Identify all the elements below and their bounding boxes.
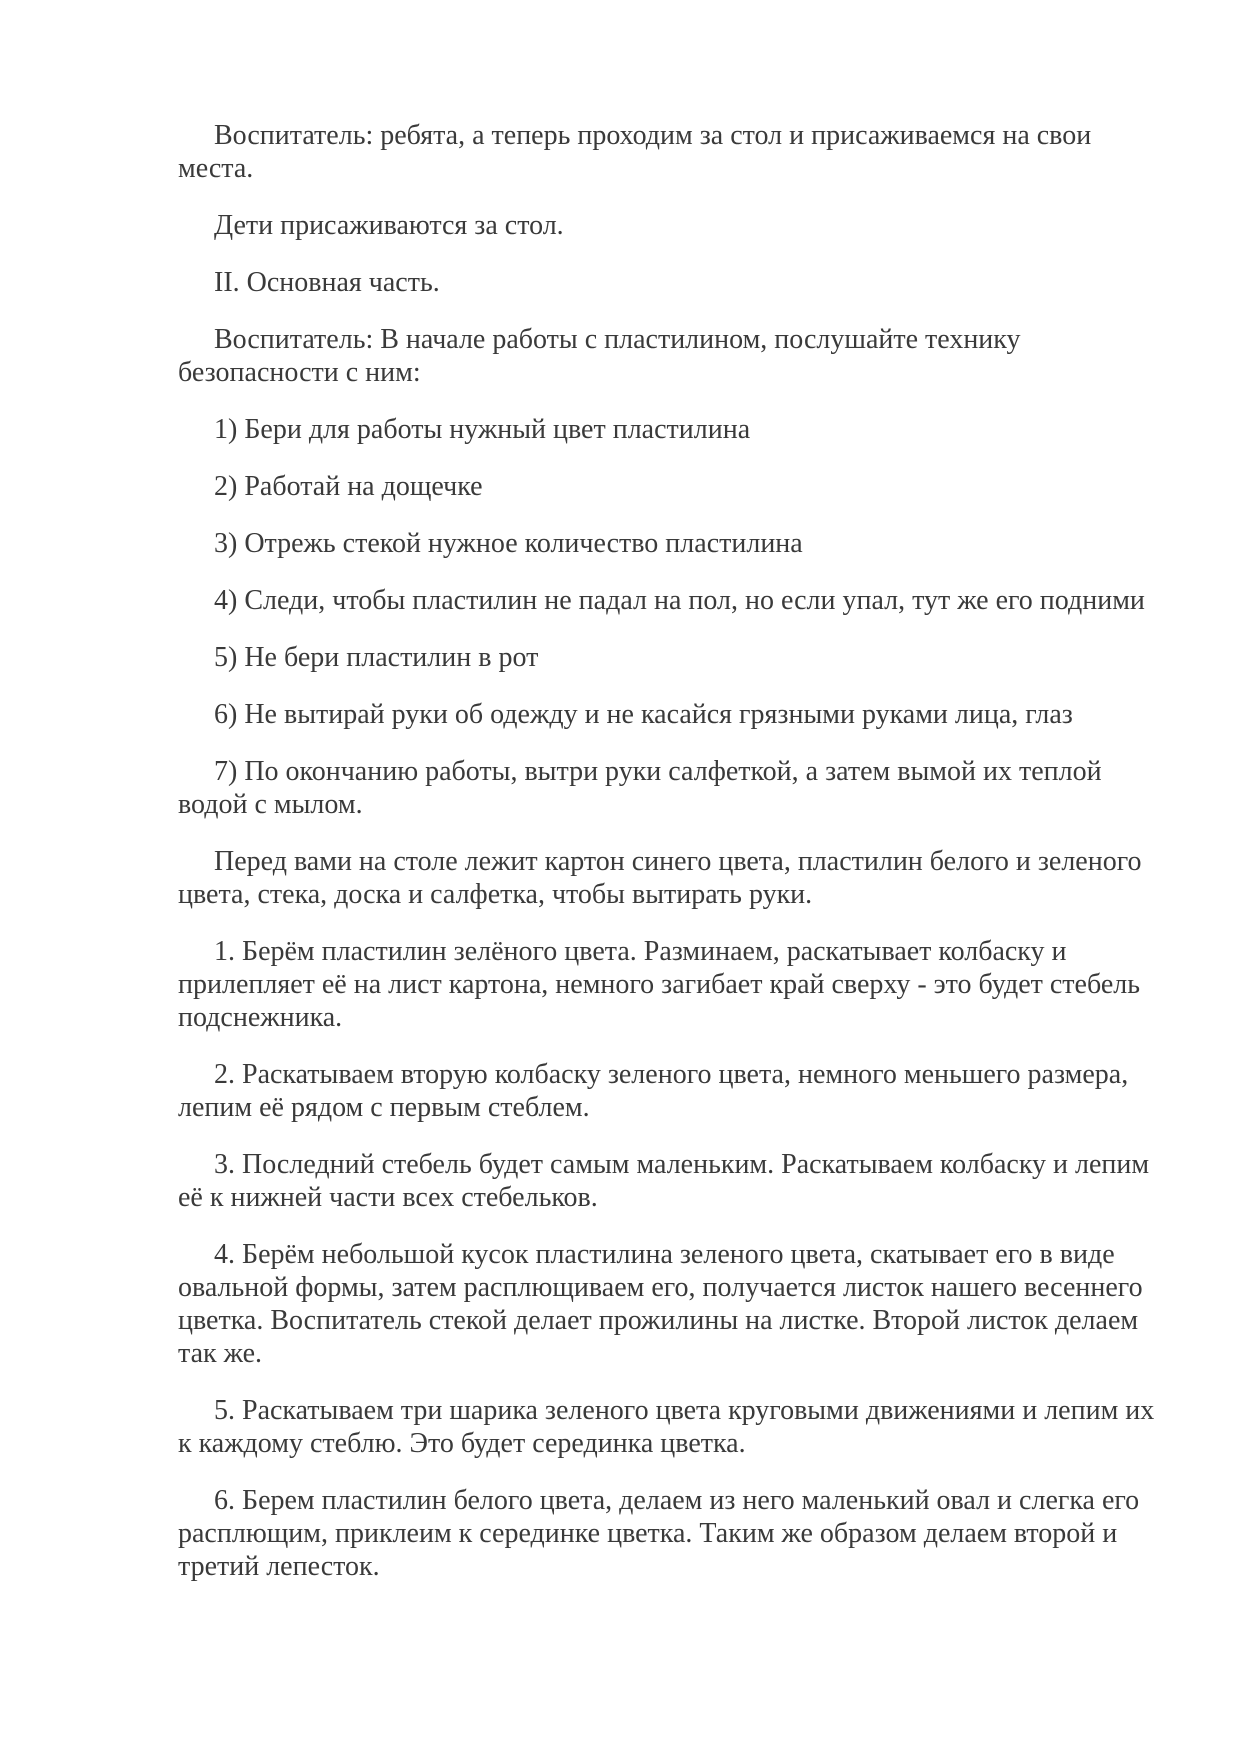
safety-rule-2: 2) Работай на дощечке <box>214 471 483 502</box>
paragraph-teacher-invite: Воспитатель: ребята, а теперь проходим за стол и присаживаемся на свои места. <box>178 120 1092 184</box>
document-body <box>178 119 1158 1607</box>
step-1: 1. Берём пластилин зелёного цвета. Разминаем, раскатывает колбаску и прилепляет её на лист картона, немного загибает край сверху - это будет стебель подснежника. <box>178 936 1141 1033</box>
paragraph-safety-intro: Воспитатель: В начале работы с пластилином, послушайте технику безопасности с ним: <box>178 324 1021 388</box>
safety-rule-7: 7) По окончанию работы, вытри руки салфеткой, а затем вымой их теплой водой с мылом. <box>178 756 1102 820</box>
step-2: 2. Раскатываем вторую колбаску зеленого цвета, немного меньшего размера, лепим её рядом с первым стеблем. <box>178 1059 1129 1123</box>
step-5: 5. Раскатываем три шарика зеленого цвета круговыми движениями и лепим их к каждому стеблю. Это будет серединка цветка. <box>178 1395 1155 1459</box>
section-heading-main-part: II. Основная часть. <box>214 267 440 298</box>
safety-rule-5: 5) Не бери пластилин в рот <box>214 642 539 673</box>
paragraph-children-sit: Дети присаживаются за стол. <box>214 210 564 241</box>
paragraph-materials: Перед вами на столе лежит картон синего цвета, пластилин белого и зеленого цвета, стека, доска и салфетка, чтобы вытирать руки. <box>178 846 1142 910</box>
safety-rule-1: 1) Бери для работы нужный цвет пластилина <box>214 414 751 445</box>
step-3: 3. Последний стебель будет самым маленьким. Раскатываем колбаску и лепим её к нижней части всех стебельков. <box>178 1149 1150 1213</box>
step-6: 6. Берем пластилин белого цвета, делаем из него маленький овал и слегка его расплющим, приклеим к серединке цветка. Таким же образом делаем второй и третий лепесток. <box>178 1485 1140 1582</box>
step-4: 4. Берём небольшой кусок пластилина зеленого цвета, скатывает его в виде овальной формы, затем расплющиваем его, получается листок нашего весеннего цветка. Воспитатель стекой делает прожилины на листке. Второй листок делаем так же. <box>178 1239 1143 1369</box>
safety-rule-6: 6) Не вытирай руки об одежду и не касайся грязными руками лица, глаз <box>214 699 1073 730</box>
safety-rule-3: 3) Отрежь стекой нужное количество пластилина <box>214 528 803 559</box>
safety-rule-4: 4) Следи, чтобы пластилин не падал на пол, но если упал, тут же его подними <box>214 585 1145 616</box>
